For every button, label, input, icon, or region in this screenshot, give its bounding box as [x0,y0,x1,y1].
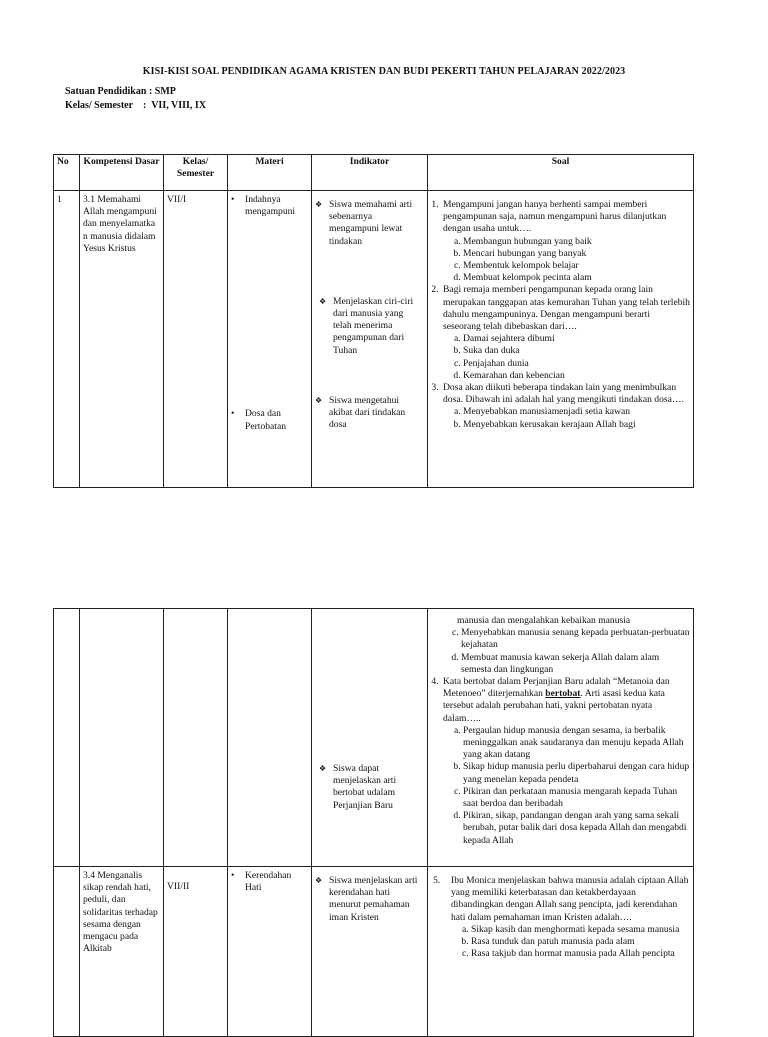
answer-option: b. Sikap hidup manusia perlu diperbaharui dengan cara hidup yang menelan kepada pendeta [463,761,690,785]
indikator-item: ❖ Siswa dapat menjelaskan arti bertobat udalam Perjanjian Baru [319,763,397,811]
page-title: KISI-KISI SOAL PENDIDIKAN AGAMA KRISTEN DAN BUDI PEKERTI TAHUN PELAJARAN 2022/2023 [142,66,626,77]
cell-kelas: VII/II [164,867,228,1037]
cell-kompetensi-dasar: 3.4 Menganalis sikap rendah hati, peduli, dan solidaritas terhadap sesama dengan mengacu pada Alkitab [80,867,164,1037]
header-kelas-semester: Kelas/ Semester [164,155,228,191]
answer-option: a. Pergaulan hidup manusia dengan sesama, ia berbalik meninggalkan anak saudaranya dan menuju kepada Allah yang akan datang [463,725,690,762]
cell-materi [228,191,312,488]
kelas-value: VII, VIII, IX [151,100,207,111]
answer-option: b. Rasa tunduk dan patuh manusia pada alam [471,936,690,948]
cell-soal [428,867,694,1037]
indikator-item: ❖ Menjelaskan ciri-ciri dari manusia yang telah menerima pengampunan dari Tuhan [319,295,414,356]
answer-option: a. Menyebabkan manusiamenjadi setia kawan [463,406,690,418]
question-list [431,199,690,431]
answer-option: d. Pikiran, sikap, pandangan dengan arah yang sama sekali berubah, putar balik dari dosa kepada Allah dan mengabdi kepada Allah [463,810,690,847]
cell-soal [428,191,694,488]
question-item: 5. Ibu Monica menjelaskan bahwa manusia adalah ciptaan Allah yang memiliki keterbatasan dan ketakberdayaan dibandingkan dengan Allah sang pencipta, jadi kerendahan hati dalam pemahaman iman Kristen adalah…. a. Sikap kasih dan menghormati kepada sesama manusia b. Rasa tunduk dan patuh manusia pada alam c. Rasa takjub dan hormat manusia pada Allah pencipta [431,875,690,960]
cell-indikator [312,867,428,1037]
answer-option: d. Kemarahan dan kebencian [463,370,690,382]
cell-soal [428,609,694,867]
table-row [54,867,694,1037]
diamond-bullet-icon: ❖ [319,764,327,773]
table-row [54,609,694,867]
kelas-label: Kelas/ Semester [65,100,134,111]
answer-option: b. Suka dan duka [463,345,690,357]
answer-option: c. Pikiran dan perkataan manusia mengarah kepada Tuhan saat berdoa dan beribadah [463,786,690,810]
answer-option: a. Sikap kasih dan menghormati kepada sesama manusia [471,924,690,936]
cell-indikator [312,191,428,488]
header-indikator: Indikator [312,155,428,191]
materi-item: • Dosa dan Pertobatan [231,408,287,432]
table-header-row [54,155,694,191]
materi-item: • Indahnya mengampuni [231,194,296,218]
cell-materi [228,867,312,1037]
indikator-item: ❖ Siswa memahami arti sebenarnya mengampuni lewat tindakan [315,199,413,247]
question-item: 3. Dosa akan diikuti beberapa tindakan lain yang menimbulkan dosa. Dibawah ini adalah hal yang mengikuti tindakan dosa…. a. Menyebabkan manusiamenjadi setia kawan b. Menyebabkan kerusakan kerajaan Allah bagi [441,382,690,431]
satuan-pendidikan-line: Satuan Pendidikan : SMP [65,86,176,97]
header-soal: Soal [428,155,694,191]
kisi-kisi-table-page-1 [53,154,694,488]
header-materi: Materi [228,155,312,191]
diamond-bullet-icon: ❖ [315,200,323,209]
answer-option: b. Menyebabkan kerusakan kerajaan Allah bagi [463,419,690,431]
question-list [431,676,690,847]
answer-option: d. Membuat manusia kawan sekerja Allah dalam alam semesta dan lingkungan [461,652,690,676]
table-row [54,191,694,488]
answer-option: a. Membangun hubungan yang baik [463,236,690,248]
continued-option: manusia dan mengalahkan kebaikan manusia [457,615,631,626]
diamond-bullet-icon: ❖ [319,296,327,306]
satuan-label: Satuan Pendidikan [65,86,147,97]
kisi-kisi-table-page-2 [53,608,694,1037]
header-no: No [54,155,80,191]
satuan-value: SMP [154,86,176,97]
question-item: 2. Bagi remaja memberi pengampunan kepada orang lain merupakan tanggapan atas kemurahan Tuhan yang telah terlebih dahulu mengampuninya. Dengan mengampuni berarti seseorang telah dibebaskan dari…. a. Damai sejahtera dibumi b. Suka dan duka c. Penjajahan dunia d. Kemarahan dan kebencian [441,284,690,382]
diamond-bullet-icon: ❖ [315,876,323,885]
answer-option: c. Menyebabkan manusia senang kepada perbuatan-perbuatan kejahatan [461,627,690,651]
answer-option: c. Rasa takjub dan hormat manusia pada Allah pencipta [471,948,690,960]
cell-kelas: VII/I [164,191,228,488]
cell-indikator [312,609,428,867]
materi-item: • Kerendahan Hati [231,870,292,894]
answer-option: c. Penjajahan dunia [463,358,690,370]
answer-option: b. Mencari hubungan yang banyak [463,248,690,260]
indikator-item: ❖ Siswa mengetahui akibat dari tindakan dosa [315,394,406,431]
answer-option: d. Membuat kelompok pecinta alam [463,272,690,284]
cell-no: 1 [54,191,80,488]
indikator-item: ❖ Siswa menjelaskan arti kerendahan hati menurut pemahaman iman Kristen [315,875,418,923]
answer-option: a. Damai sejahtera dibumi [463,333,690,345]
answer-option: c. Membentuk kelompok belajar [463,260,690,272]
header-kompetensi-dasar: Kompetensi Dasar [80,155,164,191]
kelas-semester-line: Kelas/ Semester : VII, VIII, IX [65,100,207,111]
question-item: 1. Mengampuni jangan hanya berhenti sampai memberi pengampunan saja, namun mengampuni harus dilanjutkan dengan usaha untuk…. a. Membangun hubungan yang baik b. Mencari hubungan yang banyak c. Membentuk kelompok belajar d. Membuat kelompok pecinta alam [441,199,690,284]
question-item: 4. Kata bertobat dalam Perjanjian Baru adalah “Metanoia dan Metenoeo” diterjemahkan bertobat. Arti asasi kedua kata tersebut adalah perubahan hati, yakni pertobatan nyata dalam….. a. Pergaulan hidup manusia dengan sesama, ia berbalik meninggalkan anak saudaranya dan menuju kepada Allah yang akan datang b. Sikap hidup manusia perlu diperbaharui dengan cara hidup yang menelan kepada pendeta c. Pikiran dan perkataan manusia mengarah kepada Tuhan saat berdoa dan beribadah d. Pikiran, sikap, pandangan dengan arah yang sama sekali berubah, putar balik dari dosa kepada Allah dan mengabdi kepada Allah [441,676,690,847]
cell-kompetensi-dasar: 3.1 Memahami Allah mengampuni dan menyelamatka n manusia didalam Yesus Kristus [80,191,164,488]
diamond-bullet-icon: ❖ [315,395,323,405]
